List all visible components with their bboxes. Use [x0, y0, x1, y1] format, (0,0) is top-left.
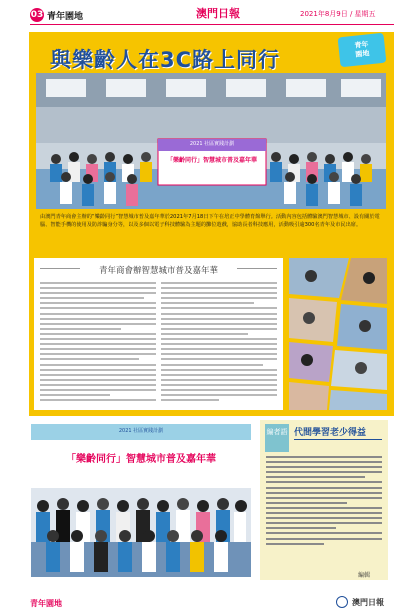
- section-badge: [30, 8, 83, 22]
- editorial-rule: [294, 439, 382, 440]
- bottom-group-photo: [31, 424, 251, 577]
- header-brand: 澳門日報: [196, 7, 240, 20]
- main-group-photo: [36, 73, 386, 209]
- editorial-tag: 編者語: [265, 424, 289, 452]
- page-header: [0, 0, 419, 30]
- editorial-title: 代間學習老少得益: [294, 428, 367, 438]
- editorial-box: [260, 420, 388, 580]
- section-badge-stamp: [338, 33, 387, 68]
- bottom-photo-illustration: [31, 424, 251, 577]
- article-block: [34, 258, 283, 410]
- main-banner-mid: 「樂齡同行」智慧城市普及嘉年華: [166, 157, 257, 164]
- section-number: 03: [30, 10, 44, 20]
- article-title: 青年商會辦智慧城市普及嘉年華: [98, 266, 218, 276]
- bottom-banner-mid: 「樂齡同行」智慧城市普及嘉年華: [66, 454, 216, 465]
- section-name: 青年園地: [47, 11, 84, 22]
- badge-line1: 青年: [354, 40, 369, 50]
- editorial-text: [266, 456, 382, 548]
- article-column-right: [161, 282, 277, 404]
- bottom-banner-top: 2021 社區實踐計劃: [118, 428, 164, 434]
- footer-label: 青年園地: [30, 599, 62, 608]
- badge-line2: 園地: [355, 49, 370, 59]
- title-rule-right: [237, 268, 277, 269]
- article-column-left: [40, 282, 156, 404]
- feature-title: 與樂齡人在3C路上同行: [50, 48, 281, 72]
- header-rule: [30, 24, 394, 25]
- footer-brand: 澳門日報: [352, 597, 384, 607]
- header-date: 2021年8月9日 / 星期五: [300, 10, 376, 18]
- collage-illustration: [289, 258, 387, 410]
- main-caption: 由澳門青年商會主辦的“樂齡同行”智慧城市普及嘉年華於2021年7月18日下午在培正中學體育館舉行。活動內容包括體驗澳門智慧城市、設有關於電腦、智能手機的使用及防詐騙身分等，以及多個以電子科技體驗為主題的攤位遊戲，協助長者科技應用，活動吸引逾300名青年及市民出席。: [40, 214, 380, 228]
- newspaper-logo-icon: [336, 596, 348, 608]
- editorial-signature: 編輯: [358, 572, 371, 579]
- main-banner-top: 2021 社區實踐計劃: [189, 141, 235, 147]
- side-photo-collage: [289, 258, 387, 410]
- page-footer: [0, 588, 419, 616]
